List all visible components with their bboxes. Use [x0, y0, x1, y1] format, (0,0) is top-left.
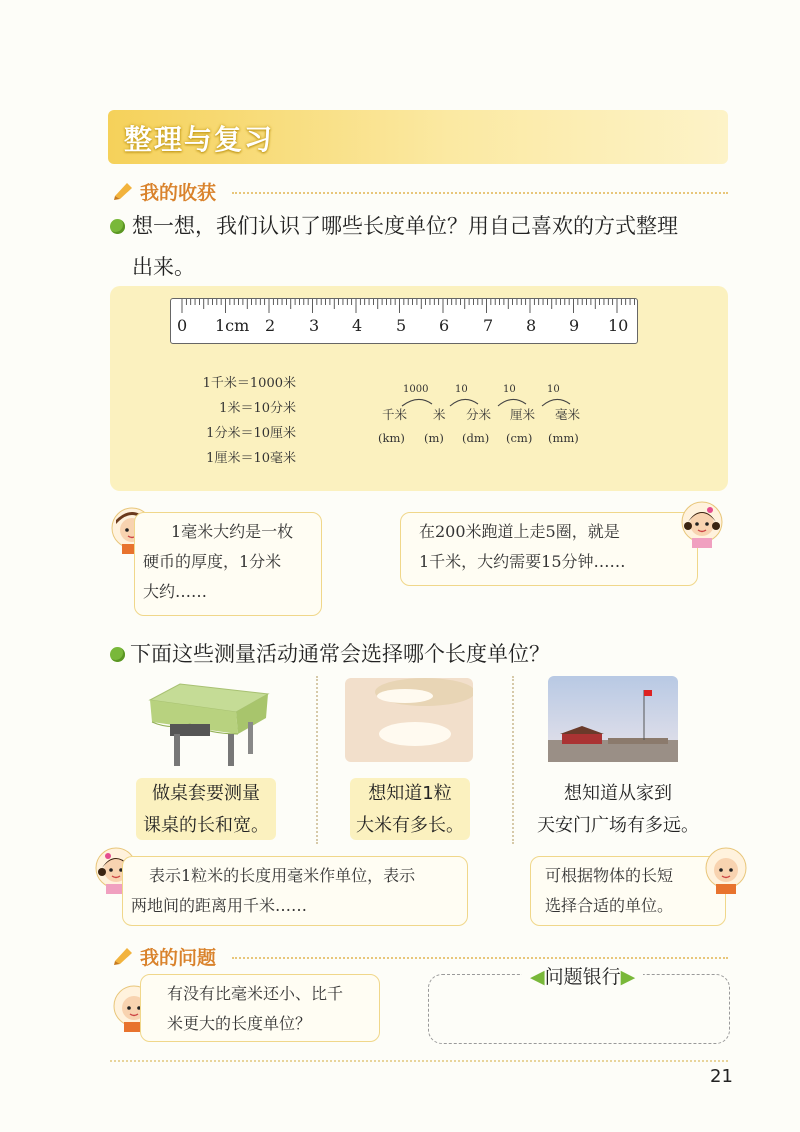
ruler-label: 2 — [265, 316, 276, 335]
question-bank-label: 问题银行 — [544, 966, 621, 988]
bubble-line: 1千米，大约需要15分钟…… — [419, 552, 626, 571]
ruler-label: 0 — [177, 316, 188, 335]
rice-grains-image — [345, 678, 473, 762]
ruler-label: 5 — [396, 316, 407, 335]
speech-bubble-girl-1 — [400, 512, 698, 586]
chain-unit: 千米 — [382, 407, 408, 422]
caption-line: 大米有多长。 — [356, 815, 464, 836]
bubble-line: 可根据物体的长短 — [545, 866, 674, 885]
bubble-line: 两地间的距离用千米…… — [131, 896, 308, 915]
chain-rate: 10 — [455, 384, 468, 395]
tiananmen-square-image — [548, 676, 678, 762]
bubble-line: 硬币的厚度，1分米 — [143, 552, 282, 571]
speech-bubble-boy-1 — [134, 512, 322, 616]
chain-symbol: (m) — [424, 431, 444, 445]
bubble-line: 米更大的长度单位？ — [167, 1014, 312, 1033]
caption-line: 想知道1粒 — [368, 783, 452, 804]
question-1-line-1: 想一想，我们认识了哪些长度单位？用自己喜欢的方式整理 — [132, 214, 678, 238]
chain-unit: 米 — [433, 407, 446, 422]
pencil-icon — [113, 180, 135, 200]
chain-unit: 毫米 — [555, 407, 581, 422]
page-number: 21 — [710, 1066, 733, 1087]
ruler-label: 3 — [309, 316, 320, 335]
conversion-item: 1千米＝1000米 — [202, 376, 296, 391]
activity-caption-2 — [350, 778, 470, 840]
caption-line: 天安门广场有多远。 — [537, 815, 699, 836]
bubble-line: 1毫米大约是一枚 — [171, 522, 294, 541]
bullet-icon — [110, 647, 125, 662]
conversion-list — [196, 371, 296, 471]
caption-line: 想知道从家到 — [564, 783, 672, 804]
activity-caption-1 — [136, 778, 276, 840]
boy-avatar — [704, 846, 748, 894]
pencil-icon — [113, 945, 135, 965]
ruler-label: 1cm — [215, 316, 250, 335]
ruler-label: 7 — [483, 316, 494, 335]
question-1-line-2: 出来。 — [132, 255, 195, 279]
bubble-line: 表示1粒米的长度用毫米作单位，表示 — [149, 866, 416, 885]
chain-rate: 1000 — [403, 384, 429, 395]
bubble-line: 选择合适的单位。 — [545, 896, 674, 915]
footer-divider — [110, 1060, 728, 1062]
ruler-label: 4 — [352, 316, 363, 335]
chain-unit: 厘米 — [510, 407, 536, 422]
ruler-label: 9 — [569, 316, 580, 335]
conversion-item: 1米＝10分米 — [219, 401, 296, 416]
ruler — [170, 298, 638, 344]
conversion-item: 1厘米＝10毫米 — [206, 451, 296, 466]
speech-bubble-girl-2 — [122, 856, 468, 926]
section-harvest-title: 我的收获 — [140, 182, 217, 204]
section-divider — [232, 192, 728, 194]
activity-caption-3 — [528, 778, 708, 840]
ruler-label: 8 — [526, 316, 537, 335]
caption-line: 做桌套要测量 — [152, 783, 260, 804]
speech-bubble-boy-3 — [140, 974, 380, 1042]
section-questions-title: 我的问题 — [140, 947, 217, 969]
desk-with-cover-image — [140, 678, 270, 768]
bullet-icon — [110, 219, 125, 234]
bubble-line: 大约…… — [143, 582, 208, 601]
page-title: 整理与复习 — [124, 123, 275, 156]
caption-line: 课桌的长和宽。 — [143, 815, 269, 836]
column-divider — [512, 676, 514, 844]
question-bank-title: ◀问题银行▶ — [522, 962, 643, 989]
speech-bubble-boy-2 — [530, 856, 726, 926]
bubble-line: 有没有比毫米还小、比千 — [167, 984, 344, 1003]
conversion-item: 1分米＝10厘米 — [206, 426, 296, 441]
girl-avatar — [680, 500, 724, 548]
bubble-line: 在200米跑道上走5圈，就是 — [419, 522, 620, 541]
chain-symbol: (cm) — [506, 431, 533, 445]
chain-symbol: (mm) — [548, 431, 579, 445]
chain-symbol: (km) — [378, 431, 405, 445]
ruler-label: 6 — [439, 316, 450, 335]
question-2: 下面这些测量活动通常会选择哪个长度单位？ — [130, 642, 550, 666]
chain-rate: 10 — [547, 384, 560, 395]
column-divider — [316, 676, 318, 844]
ruler-label: 10 — [608, 316, 629, 335]
section-divider — [232, 957, 728, 959]
chain-symbol: (dm) — [462, 431, 490, 445]
chain-unit: 分米 — [466, 407, 492, 422]
chain-rate: 10 — [503, 384, 516, 395]
